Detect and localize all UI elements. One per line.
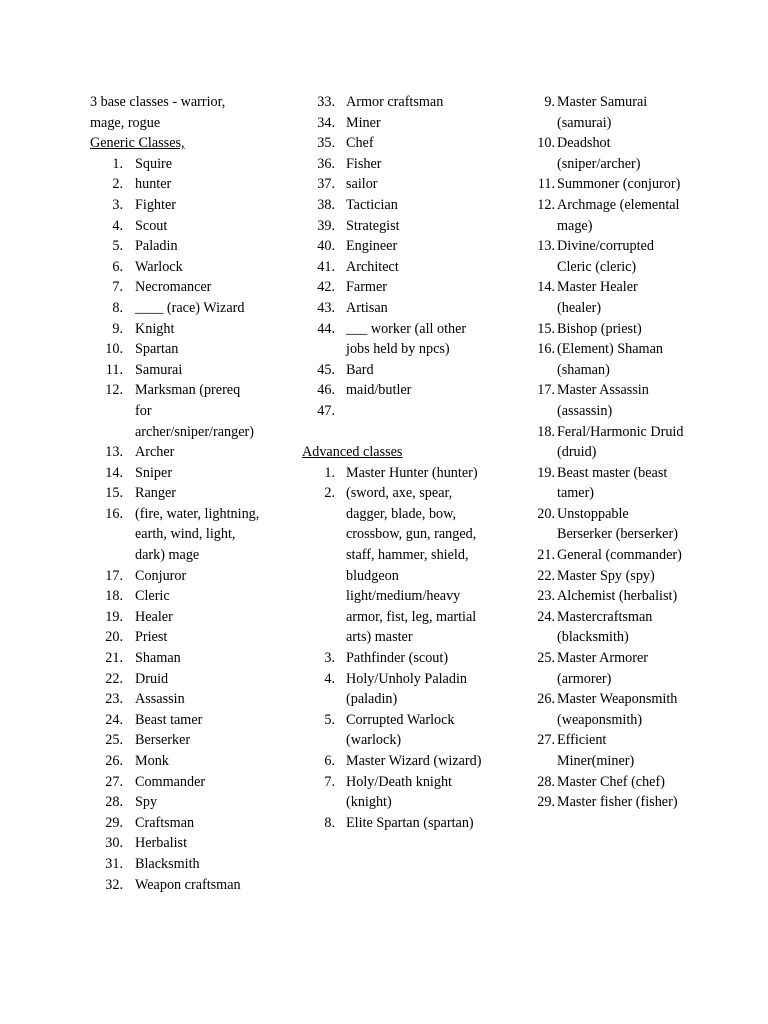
list-item bbox=[302, 133, 487, 154]
list-item-number: 21. bbox=[105, 650, 123, 667]
list-item-text: Master Armorer (armorer) bbox=[557, 650, 649, 687]
list-item-number: 32. bbox=[105, 876, 123, 893]
list-item-number: 17. bbox=[537, 382, 555, 399]
list-item bbox=[535, 422, 685, 463]
list-item-number: 23. bbox=[537, 588, 555, 605]
list-item-text: Engineer bbox=[346, 238, 398, 255]
column-left bbox=[90, 92, 260, 895]
list-item bbox=[90, 154, 260, 175]
list-item-number: 23. bbox=[105, 691, 123, 708]
list-item-text: Samurai bbox=[135, 361, 183, 378]
list-item-text: Master Samurai (samurai) bbox=[557, 94, 648, 131]
generic-classes-list-continued bbox=[302, 92, 487, 422]
list-item-text: Spy bbox=[135, 794, 158, 811]
list-item-number: 12. bbox=[105, 382, 123, 399]
list-item bbox=[535, 133, 685, 174]
list-item-number: 45. bbox=[317, 361, 335, 378]
list-item bbox=[90, 236, 260, 257]
list-item-number: 15. bbox=[537, 320, 555, 337]
list-item bbox=[302, 195, 487, 216]
list-item-text: Miner bbox=[346, 114, 381, 131]
list-item bbox=[90, 833, 260, 854]
list-item-number: 6. bbox=[112, 258, 123, 275]
list-item-number: 25. bbox=[537, 650, 555, 667]
list-item bbox=[302, 751, 487, 772]
list-item bbox=[302, 154, 487, 175]
list-item bbox=[535, 792, 685, 813]
column-right bbox=[535, 92, 685, 813]
list-item bbox=[90, 669, 260, 690]
list-item-number: 37. bbox=[317, 176, 335, 193]
list-item-text: Master Spy (spy) bbox=[557, 567, 655, 584]
list-item-text: (Element) Shaman (shaman) bbox=[557, 341, 663, 378]
list-item bbox=[535, 463, 685, 504]
list-item-text: Elite Spartan (spartan) bbox=[346, 814, 474, 831]
list-item bbox=[90, 504, 260, 566]
list-item bbox=[302, 257, 487, 278]
list-item bbox=[90, 586, 260, 607]
list-item-number: 44. bbox=[317, 320, 335, 337]
list-item bbox=[90, 277, 260, 298]
list-item-number: 39. bbox=[317, 217, 335, 234]
list-item-text: Master Weaponsmith (weaponsmith) bbox=[557, 691, 678, 728]
list-item bbox=[302, 277, 487, 298]
list-item-text: Alchemist (herbalist) bbox=[557, 588, 678, 605]
list-item-number: 2. bbox=[324, 485, 335, 502]
list-item-number: 41. bbox=[317, 258, 335, 275]
list-item bbox=[535, 380, 685, 421]
list-item bbox=[535, 339, 685, 380]
list-item-text: Ranger bbox=[135, 485, 176, 502]
list-item bbox=[302, 236, 487, 257]
list-item-text: Master Wizard (wizard) bbox=[346, 753, 482, 769]
list-item bbox=[302, 483, 487, 648]
list-item-text: Fighter bbox=[135, 196, 176, 213]
list-item-text: ___ worker (all other jobs held by npcs) bbox=[346, 320, 467, 358]
list-item bbox=[535, 689, 685, 730]
list-item bbox=[302, 669, 487, 710]
list-item bbox=[90, 257, 260, 278]
list-item-number: 10. bbox=[537, 135, 555, 152]
list-item-text: Priest bbox=[135, 629, 168, 646]
list-item-number: 9. bbox=[112, 320, 123, 337]
list-item bbox=[302, 813, 487, 834]
list-item-text: Unstoppable Berserker (berserker) bbox=[557, 505, 678, 543]
list-item-text bbox=[346, 401, 487, 422]
list-item bbox=[535, 236, 685, 277]
list-item-number: 16. bbox=[537, 341, 555, 358]
list-item-number: 27. bbox=[537, 732, 555, 749]
list-item-text: Holy/Unholy Paladin (paladin) bbox=[346, 670, 467, 708]
list-item-text: Holy/Death knight (knight) bbox=[346, 773, 452, 811]
list-item-text: Archmage (elemental mage) bbox=[557, 196, 680, 234]
list-item bbox=[535, 195, 685, 236]
list-item-number: 17. bbox=[105, 567, 123, 584]
list-item-text: Cleric bbox=[135, 588, 170, 605]
list-item-text: Efficient Miner(miner) bbox=[557, 732, 635, 769]
list-item-text: Chef bbox=[346, 135, 374, 152]
list-item-number: 5. bbox=[324, 711, 335, 728]
list-item-number: 11. bbox=[537, 176, 555, 193]
list-item-text: maid/butler bbox=[346, 382, 412, 399]
list-item-text: Architect bbox=[346, 258, 399, 275]
list-item-number: 21. bbox=[537, 547, 555, 564]
list-item-number: 13. bbox=[537, 238, 555, 255]
generic-classes-list bbox=[90, 154, 260, 895]
list-item-text: Armor craftsman bbox=[346, 94, 444, 110]
list-item-number: 20. bbox=[105, 629, 123, 646]
list-item bbox=[302, 174, 487, 195]
list-item-number: 26. bbox=[537, 691, 555, 708]
list-item bbox=[302, 113, 487, 134]
list-item-text: Corrupted Warlock (warlock) bbox=[346, 711, 455, 749]
generic-classes-heading: Generic Classes, bbox=[90, 135, 185, 152]
list-item bbox=[535, 174, 685, 195]
list-item bbox=[90, 854, 260, 875]
list-item bbox=[90, 483, 260, 504]
list-item bbox=[302, 401, 487, 422]
list-item bbox=[535, 648, 685, 689]
spacer bbox=[302, 422, 487, 443]
list-item-text: (fire, water, lightning, earth, wind, light, dark) mage bbox=[135, 505, 260, 564]
list-item bbox=[535, 772, 685, 793]
list-item-number: 12. bbox=[537, 196, 555, 213]
list-item-text: Conjuror bbox=[135, 567, 187, 584]
list-item-text: Mastercraftsman (blacksmith) bbox=[557, 608, 653, 646]
list-item-text: Master Healer (healer) bbox=[557, 279, 638, 316]
list-item-number: 34. bbox=[317, 114, 335, 131]
list-item-text: ____ (race) Wizard bbox=[135, 299, 245, 316]
list-item bbox=[90, 442, 260, 463]
list-item-text: General (commander) bbox=[557, 547, 682, 564]
list-item bbox=[535, 607, 685, 648]
list-item bbox=[90, 380, 260, 442]
list-item-number: 30. bbox=[105, 835, 123, 852]
list-item bbox=[302, 772, 487, 813]
list-item-number: 33. bbox=[317, 94, 335, 110]
list-item-number: 36. bbox=[317, 155, 335, 172]
list-item bbox=[535, 504, 685, 545]
list-item-text: hunter bbox=[135, 176, 172, 193]
list-item-number: 14. bbox=[537, 279, 555, 296]
list-item-text: Master Chef (chef) bbox=[557, 773, 665, 790]
list-item-text: Artisan bbox=[346, 299, 388, 316]
list-item-number: 5. bbox=[112, 238, 123, 255]
list-item-text: Necromancer bbox=[135, 279, 212, 296]
list-item bbox=[535, 586, 685, 607]
column-middle bbox=[302, 92, 487, 833]
list-item-text: Commander bbox=[135, 773, 206, 790]
advanced-classes-list bbox=[302, 463, 487, 834]
list-item-text: Knight bbox=[135, 320, 175, 337]
list-item bbox=[90, 360, 260, 381]
list-item-text: Farmer bbox=[346, 279, 387, 296]
list-item-text: Blacksmith bbox=[135, 855, 200, 872]
list-item-number: 47. bbox=[317, 402, 335, 419]
list-item bbox=[90, 298, 260, 319]
list-item-text: Deadshot (sniper/archer) bbox=[557, 135, 641, 172]
list-item-number: 46. bbox=[317, 382, 335, 399]
list-item-number: 19. bbox=[105, 608, 123, 625]
list-item-text: Beast master (beast tamer) bbox=[557, 464, 668, 502]
list-item-number: 31. bbox=[105, 855, 123, 872]
list-item-number: 29. bbox=[105, 814, 123, 831]
list-item-number: 9. bbox=[544, 94, 555, 110]
list-item-number: 7. bbox=[324, 773, 335, 790]
list-item-number: 22. bbox=[105, 670, 123, 687]
advanced-classes-heading: Advanced classes bbox=[302, 444, 403, 461]
list-item-text: Spartan bbox=[135, 341, 179, 358]
list-item bbox=[302, 319, 487, 360]
list-item bbox=[90, 730, 260, 751]
list-item-number: 19. bbox=[537, 464, 555, 481]
list-item-text: Bard bbox=[346, 361, 374, 378]
list-item bbox=[302, 92, 487, 113]
list-item bbox=[90, 319, 260, 340]
list-item-text: sailor bbox=[346, 176, 378, 193]
intro-text: 3 base classes - warrior, mage, rogue bbox=[90, 94, 226, 131]
list-item bbox=[90, 463, 260, 484]
list-item bbox=[302, 216, 487, 237]
list-item-number: 29. bbox=[537, 794, 555, 811]
list-item-number: 6. bbox=[324, 753, 335, 769]
list-item-text: Shaman bbox=[135, 650, 181, 667]
list-item bbox=[90, 710, 260, 731]
list-item-text: Scout bbox=[135, 217, 168, 234]
list-item bbox=[90, 627, 260, 648]
list-item-number: 7. bbox=[112, 279, 123, 296]
list-item bbox=[90, 566, 260, 587]
list-item-text: Master Hunter (hunter) bbox=[346, 464, 478, 481]
list-item-number: 20. bbox=[537, 505, 555, 522]
list-item-text: Feral/Harmonic Druid (druid) bbox=[557, 423, 684, 461]
list-item-text: Summoner (conjuror) bbox=[557, 176, 681, 193]
list-item bbox=[90, 772, 260, 793]
list-item-text: Tactician bbox=[346, 196, 398, 213]
list-item-text: Assassin bbox=[135, 691, 185, 708]
list-item-number: 11. bbox=[105, 361, 123, 378]
list-item-number: 42. bbox=[317, 279, 335, 296]
list-item bbox=[90, 607, 260, 628]
list-item bbox=[302, 463, 487, 484]
list-item-text: Sniper bbox=[135, 464, 173, 481]
list-item-number: 10. bbox=[105, 341, 123, 358]
list-item-text: Monk bbox=[135, 753, 169, 769]
list-item bbox=[535, 545, 685, 566]
list-item-number: 18. bbox=[105, 588, 123, 605]
list-item bbox=[90, 813, 260, 834]
list-item bbox=[302, 360, 487, 381]
list-item-text: Paladin bbox=[135, 238, 178, 255]
list-item-text: Divine/corrupted Cleric (cleric) bbox=[557, 238, 654, 275]
list-item-text: Weapon craftsman bbox=[135, 876, 241, 893]
list-item bbox=[535, 277, 685, 318]
list-item bbox=[535, 730, 685, 771]
list-item-number: 2. bbox=[112, 176, 123, 193]
list-item-number: 8. bbox=[112, 299, 123, 316]
list-item-text: Bishop (priest) bbox=[557, 320, 642, 337]
list-item bbox=[90, 689, 260, 710]
list-item-number: 4. bbox=[324, 670, 335, 687]
list-item bbox=[90, 648, 260, 669]
list-item-number: 18. bbox=[537, 423, 555, 440]
list-item-text: Druid bbox=[135, 670, 169, 687]
list-item bbox=[90, 216, 260, 237]
list-item-number: 3. bbox=[324, 650, 335, 667]
list-item-number: 28. bbox=[105, 794, 123, 811]
list-item-number: 4. bbox=[112, 217, 123, 234]
list-item-number: 35. bbox=[317, 135, 335, 152]
list-item-number: 27. bbox=[105, 773, 123, 790]
list-item bbox=[302, 298, 487, 319]
list-item-number: 1. bbox=[324, 464, 335, 481]
list-item-number: 28. bbox=[537, 773, 555, 790]
list-item-text: Pathfinder (scout) bbox=[346, 650, 449, 667]
list-item-number: 8. bbox=[324, 814, 335, 831]
list-item bbox=[90, 751, 260, 772]
list-item bbox=[535, 92, 685, 133]
advanced-classes-list-continued bbox=[535, 92, 685, 813]
list-item-text: Master Assassin (assassin) bbox=[557, 382, 649, 419]
list-item-text: Herbalist bbox=[135, 835, 188, 852]
list-item-number: 16. bbox=[105, 505, 123, 522]
list-item bbox=[90, 339, 260, 360]
list-item-number: 3. bbox=[112, 196, 123, 213]
list-item-number: 15. bbox=[105, 485, 123, 502]
list-item bbox=[90, 174, 260, 195]
list-item-number: 24. bbox=[537, 608, 555, 625]
list-item-text: Warlock bbox=[135, 258, 183, 275]
list-item-text: Beast tamer bbox=[135, 711, 203, 728]
list-item-number: 1. bbox=[112, 155, 123, 172]
list-item bbox=[535, 319, 685, 340]
list-item-number: 22. bbox=[537, 567, 555, 584]
list-item bbox=[302, 380, 487, 401]
list-item-text: (sword, axe, spear, dagger, blade, bow, crossbow, gun, ranged, staff, hammer, shield, bludgeon light/medium/heavy armor, fist, leg, martial arts) master bbox=[346, 485, 477, 646]
list-item bbox=[90, 195, 260, 216]
list-item bbox=[302, 648, 487, 669]
list-item-number: 26. bbox=[105, 753, 123, 769]
list-item-text: Archer bbox=[135, 444, 175, 461]
list-item-text: Craftsman bbox=[135, 814, 195, 831]
list-item bbox=[535, 566, 685, 587]
list-item bbox=[90, 792, 260, 813]
list-item-number: 14. bbox=[105, 464, 123, 481]
list-item-text: Squire bbox=[135, 155, 173, 172]
list-item-text: Marksman (prereq for archer/sniper/ranger) bbox=[135, 382, 254, 440]
list-item-text: Berserker bbox=[135, 732, 191, 749]
list-item-text: Strategist bbox=[346, 217, 400, 234]
list-item-number: 24. bbox=[105, 711, 123, 728]
list-item-number: 13. bbox=[105, 444, 123, 461]
list-item-number: 40. bbox=[317, 238, 335, 255]
list-item-number: 38. bbox=[317, 196, 335, 213]
list-item-text: Master fisher (fisher) bbox=[557, 794, 678, 811]
list-item bbox=[90, 875, 260, 896]
list-item-number: 43. bbox=[317, 299, 335, 316]
list-item bbox=[302, 710, 487, 751]
list-item-text: Fisher bbox=[346, 155, 382, 172]
list-item-text: Healer bbox=[135, 608, 173, 625]
list-item-number: 25. bbox=[105, 732, 123, 749]
